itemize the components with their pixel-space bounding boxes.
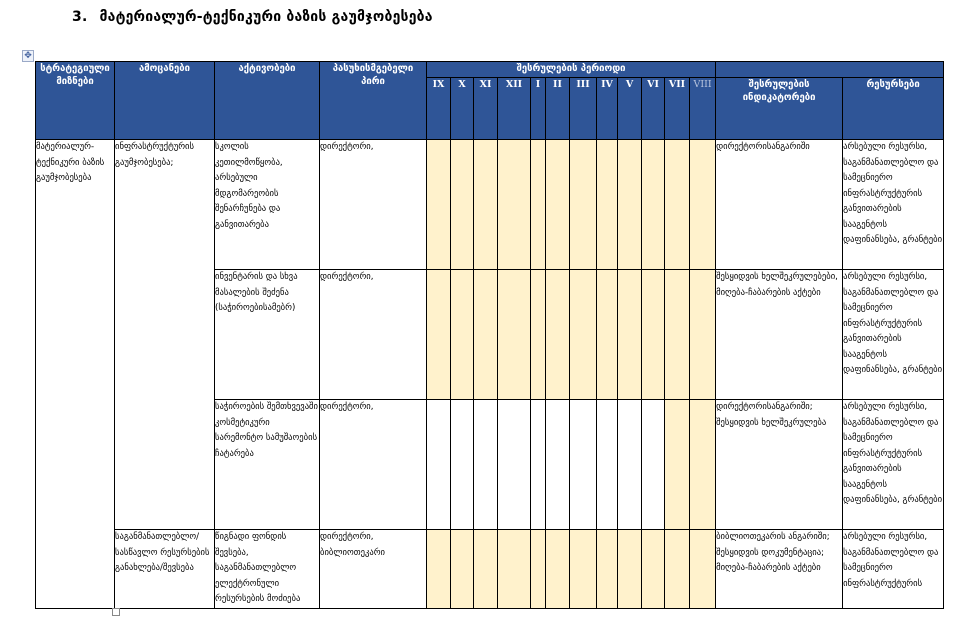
cell-activity: საჭიროების შემთხვევაში კოსმეტიკური სარემონტო სამუშაოების ჩატარება <box>215 400 320 530</box>
header-month: XI <box>474 78 498 140</box>
header-month: VIII <box>690 78 716 140</box>
cell-activity: ინვენტარის და სხვა მასალების შეძენა (საჭიროებისამებრ) <box>215 270 320 400</box>
cell-month-III <box>570 400 597 530</box>
cell-month-XII <box>498 530 531 609</box>
header-month: III <box>570 78 597 140</box>
header-responsible-person: პასუხისმგებელი პირი <box>320 62 427 140</box>
header-blank <box>716 62 944 78</box>
header-month: VII <box>665 78 690 140</box>
cell-month-IV <box>597 140 618 270</box>
cell-activity: წიგნადი ფონდის შევსება, საგანმანათლებლო ელექტრონული რესურსების მოძიება <box>215 530 320 609</box>
table-row <box>36 140 944 270</box>
header-execution-indicators: შესრულების ინდიკატორები <box>716 78 843 140</box>
cell-month-XI <box>474 270 498 400</box>
cell-indicator: დირექტორისანგარიში <box>716 140 843 270</box>
cell-responsible: დირექტორი, <box>320 270 427 400</box>
cell-month-X <box>451 400 474 530</box>
cell-resources: არსებული რესურსი, საგანმანათლებლო და სამეცნიერო ინფრასტრუქტურის განვითარების სააგენტოს დაფინანსება, გრანტები <box>843 400 944 530</box>
cell-month-XI <box>474 530 498 609</box>
table-resize-handle[interactable] <box>112 608 120 616</box>
action-plan-table <box>35 61 944 609</box>
cell-responsible: დირექტორი, ბიბლიოთეკარი <box>320 530 427 609</box>
cell-month-IV <box>597 400 618 530</box>
cell-month-IX <box>427 270 451 400</box>
cell-month-VII <box>665 530 690 609</box>
cell-month-VI <box>642 530 665 609</box>
cell-month-V <box>618 140 642 270</box>
header-month: X <box>451 78 474 140</box>
cell-month-IX <box>427 530 451 609</box>
cell-month-XII <box>498 140 531 270</box>
cell-month-XII <box>498 400 531 530</box>
cell-month-IV <box>597 270 618 400</box>
cell-month-X <box>451 270 474 400</box>
cell-month-I <box>531 270 546 400</box>
cell-month-XI <box>474 400 498 530</box>
cell-month-X <box>451 530 474 609</box>
cell-indicator: შესყიდვის ხელშეკრულებები, მიღება-ჩაბარების აქტები <box>716 270 843 400</box>
cell-month-XI <box>474 140 498 270</box>
cell-month-IX <box>427 140 451 270</box>
cell-month-VII <box>665 140 690 270</box>
section-title <box>72 9 433 25</box>
cell-month-VI <box>642 140 665 270</box>
cell-month-II <box>546 270 570 400</box>
header-activities: აქტივობები <box>215 62 320 140</box>
cell-month-V <box>618 400 642 530</box>
header-month: I <box>531 78 546 140</box>
cell-month-II <box>546 400 570 530</box>
header-month: VI <box>642 78 665 140</box>
cell-indicator: ბიბლიოთეკარის ანგარიში; შესყიდვის დოკუმენტაცია; მიღება-ჩაბარების აქტები <box>716 530 843 609</box>
cell-resources: არსებული რესურსი, საგანმანათლებლო და სამეცნიერო ინფრასტრუქტურის განვითარების სააგენტოს დაფინანსება, გრანტები <box>843 140 944 270</box>
cell-month-III <box>570 270 597 400</box>
cell-objective: ინფრასტრუქტურის გაუმჯობესება; <box>115 140 215 530</box>
header-month: V <box>618 78 642 140</box>
table-row <box>36 530 944 609</box>
cell-indicator: დირექტორისანგარიში; შესყიდვის ხელშეკრულება <box>716 400 843 530</box>
header-execution-period: შესრულების პერიოდი <box>427 62 716 78</box>
cell-month-VIII <box>690 400 716 530</box>
cell-month-VI <box>642 400 665 530</box>
header-resources: რესურსები <box>843 78 944 140</box>
cell-objective: საგანმანათლებლო/ სასწავლო რესურსების განახლება/შევსება <box>115 530 215 609</box>
cell-resources: არსებული რესურსი, საგანმანათლებლო და სამეცნიერო ინფრასტრუქტურის განვითარების სააგენტოს დაფინანსება, გრანტები <box>843 270 944 400</box>
header-month: XII <box>498 78 531 140</box>
table-move-handle-icon[interactable]: ✥ <box>22 50 34 62</box>
cell-activity: სკოლის კეთილმოწყობა, არსებული მდგომარეობის შენარჩუნება და განვითარება <box>215 140 320 270</box>
cell-month-III <box>570 530 597 609</box>
cell-month-VIII <box>690 140 716 270</box>
cell-month-X <box>451 140 474 270</box>
cell-month-VIII <box>690 270 716 400</box>
cell-month-I <box>531 530 546 609</box>
cell-month-VIII <box>690 530 716 609</box>
header-month: IV <box>597 78 618 140</box>
header-month: II <box>546 78 570 140</box>
cell-responsible: დირექტორი, <box>320 140 427 270</box>
header-strategic-goals: სტრატეგიული მიზნები <box>36 62 115 140</box>
header-objectives: ამოცანები <box>115 62 215 140</box>
cell-month-I <box>531 400 546 530</box>
cell-month-I <box>531 140 546 270</box>
cell-month-II <box>546 140 570 270</box>
cell-month-IX <box>427 400 451 530</box>
header-month: IX <box>427 78 451 140</box>
cell-strategic-goal: მატერიალურ-ტექნიკური ბაზის გაუმჯობესება <box>36 140 115 609</box>
cell-responsible: დირექტორი, <box>320 400 427 530</box>
cell-resources: არსებული რესურსი, საგანმანათლებლო და სამეცნიერო ინფრასტრუქტურის <box>843 530 944 609</box>
cell-month-II <box>546 530 570 609</box>
cell-month-V <box>618 530 642 609</box>
section-number: 3. <box>72 9 88 25</box>
cell-month-VI <box>642 270 665 400</box>
section-title-text: მატერიალურ-ტექნიკური ბაზის გაუმჯობესება <box>99 9 433 25</box>
cell-month-XII <box>498 270 531 400</box>
cell-month-VII <box>665 270 690 400</box>
cell-month-V <box>618 270 642 400</box>
cell-month-VII <box>665 400 690 530</box>
cell-month-III <box>570 140 597 270</box>
cell-month-IV <box>597 530 618 609</box>
